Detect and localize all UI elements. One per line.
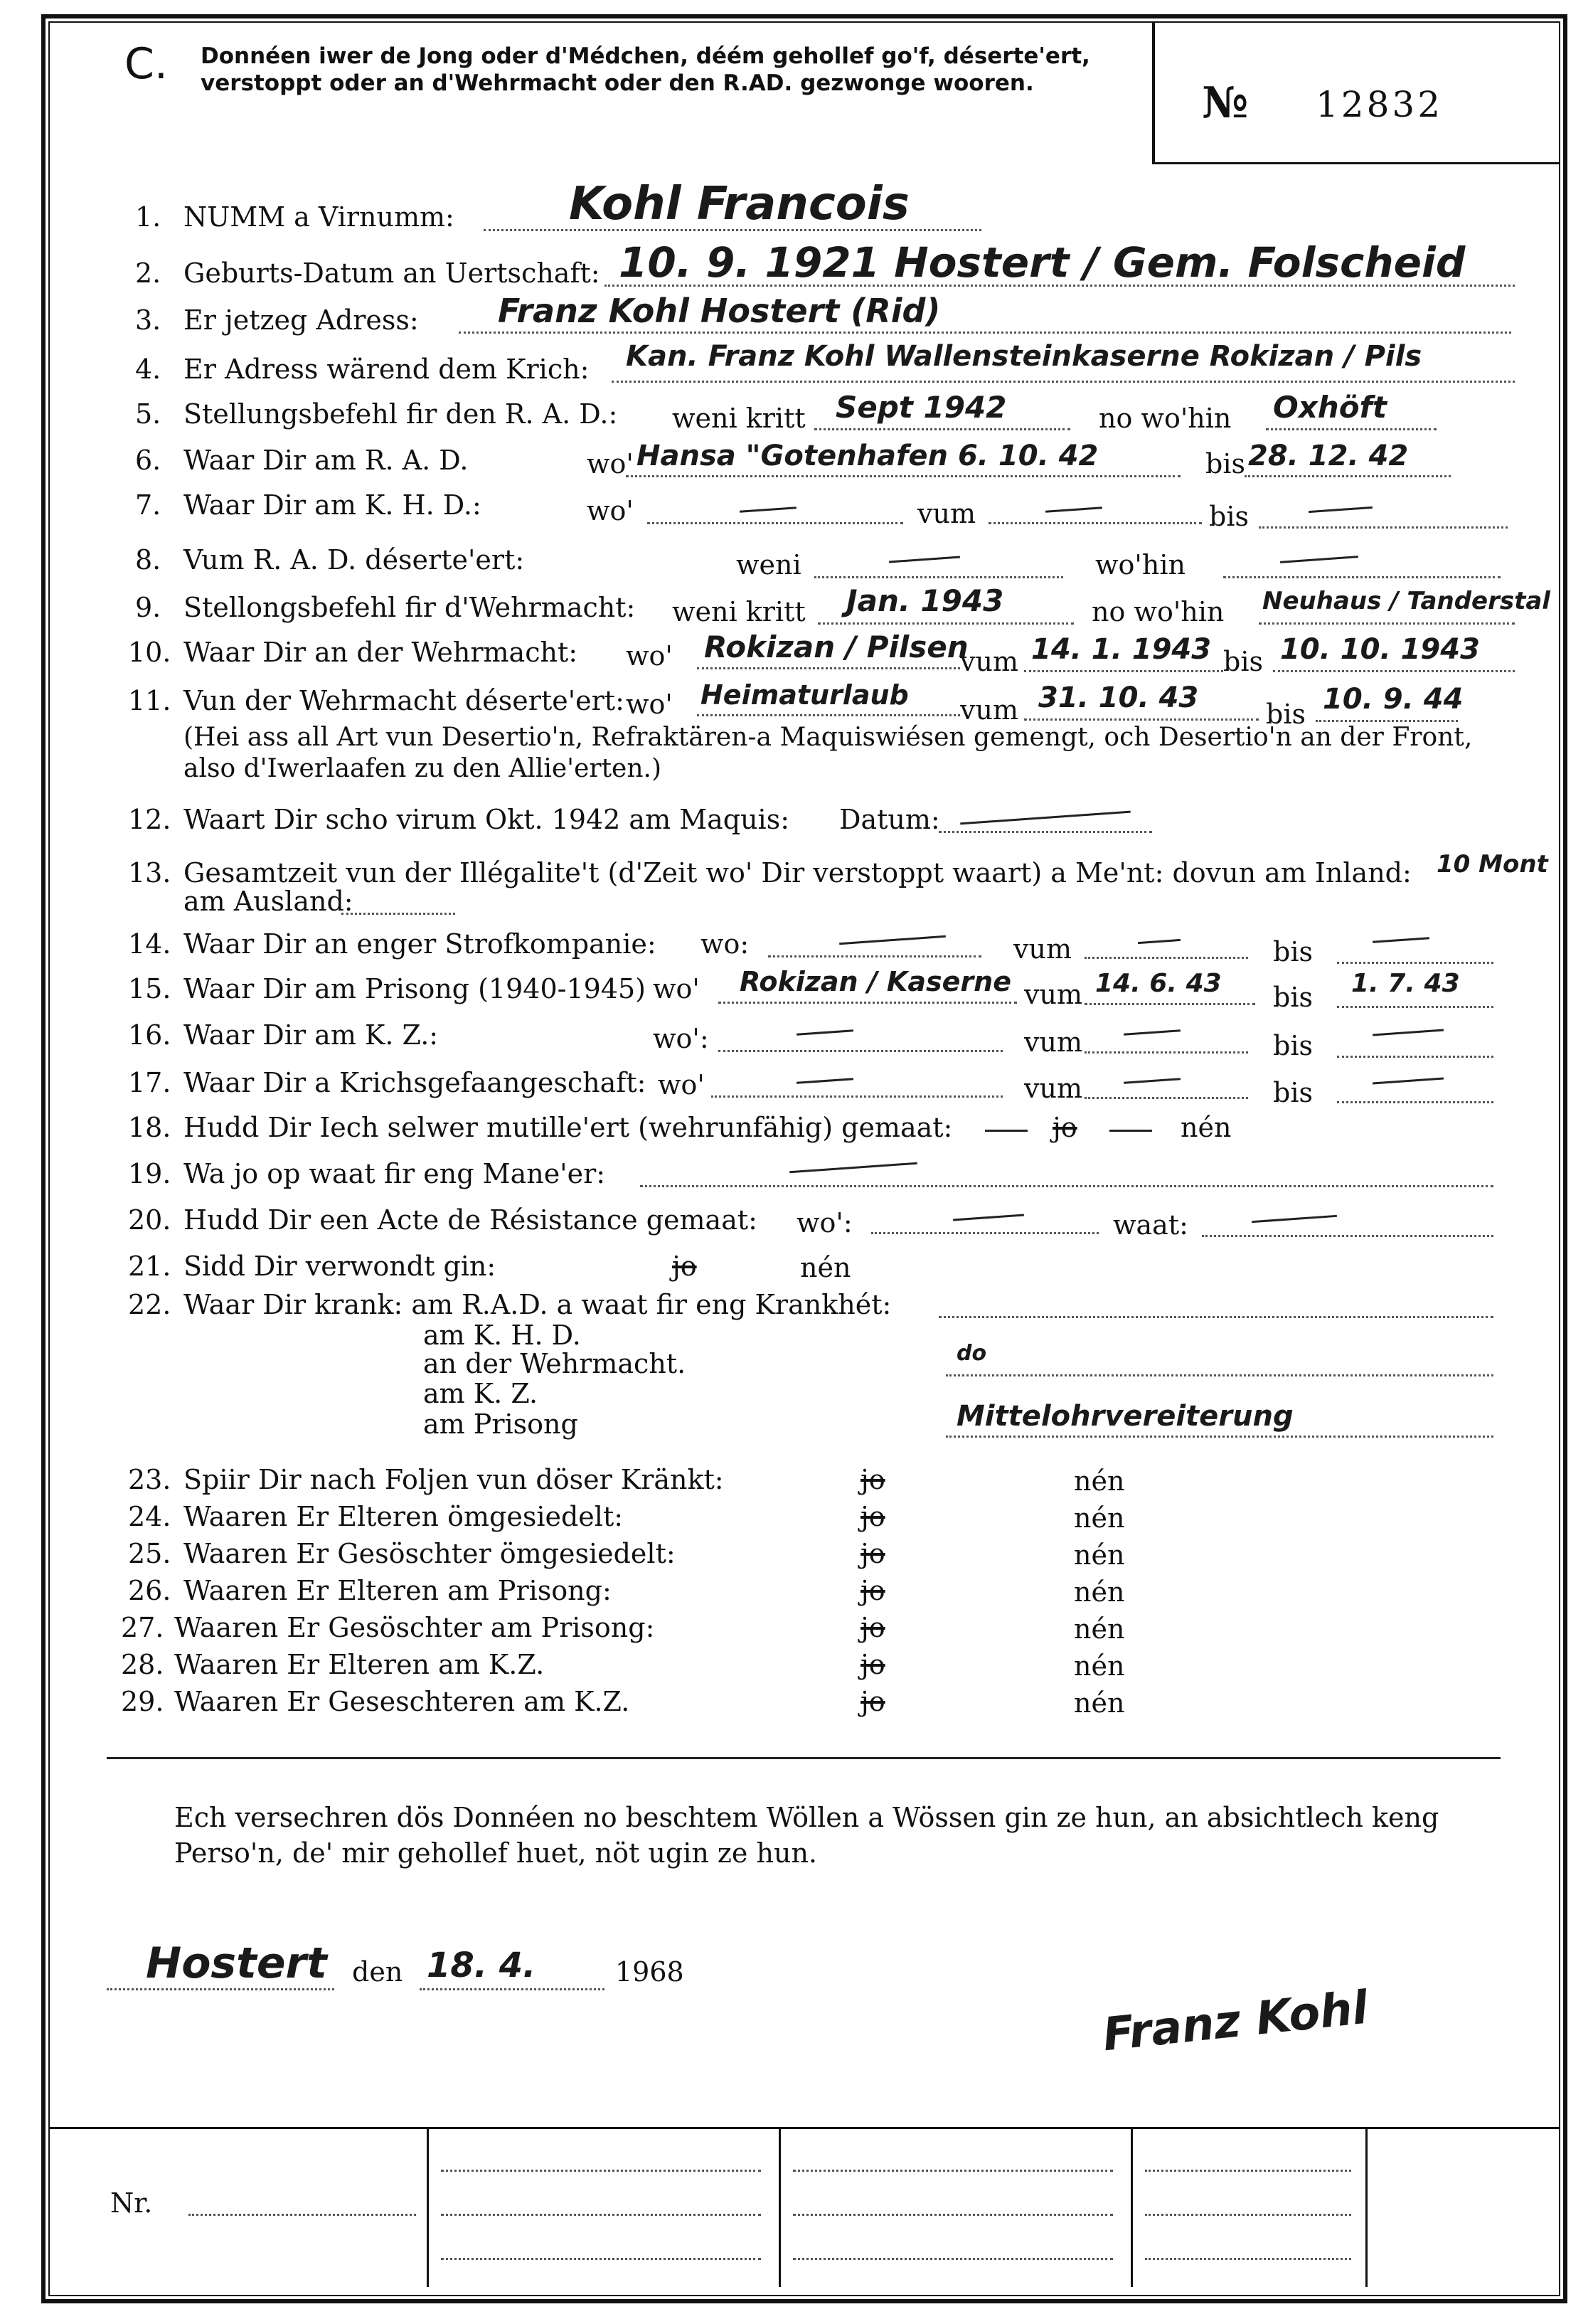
field-label: wo: — [700, 928, 750, 960]
signature-date: 18. 4. — [427, 1946, 536, 1985]
item-label: Waar Dir am Prisong (1940-1945) — [183, 973, 646, 1004]
field-label: vum — [1013, 933, 1072, 965]
section-divider — [107, 1757, 1501, 1759]
item-label: Vun der Wehrmacht déserte'ert: — [183, 685, 624, 716]
field-label: bis — [1273, 982, 1313, 1013]
item-number: 29. — [121, 1686, 164, 1717]
answer-rad-where: Hansa "Gotenhafen 6. 10. 42 — [636, 440, 1099, 472]
item-number: 20. — [128, 1204, 171, 1236]
option-no: nén — [1074, 1687, 1125, 1719]
item-label: Waaren Er Gesöschter ömgesiedelt: — [183, 1538, 676, 1569]
header-divider-bottom — [1152, 162, 1559, 164]
nr-label: Nr. — [110, 2187, 153, 2219]
item-number: 17. — [128, 1067, 171, 1098]
option-no: nén — [1074, 1502, 1125, 1534]
field-label: wo' — [626, 689, 673, 720]
answer-illness-prison: Mittelohrvereiterung — [957, 1400, 1294, 1433]
item-number: 4. — [135, 354, 161, 385]
option-no: nén — [800, 1252, 851, 1283]
item-number: 16. — [128, 1019, 171, 1051]
item-label: Waar Dir am R. A. D. — [183, 445, 469, 476]
signature-year: 1968 — [615, 1956, 684, 1988]
item-number: 14. — [128, 928, 171, 960]
item-label: Sidd Dir verwondt gin: — [183, 1251, 496, 1282]
item-label: NUMM a Virnumm: — [183, 201, 454, 233]
option-yes-struck: jo — [861, 1464, 885, 1495]
field-label: wo' — [658, 1069, 705, 1100]
answer-desert-where: Heimaturlaub — [700, 679, 909, 711]
item-number: 19. — [128, 1158, 171, 1189]
item-number: 11. — [128, 685, 171, 716]
field-label: wo' — [626, 640, 673, 672]
answer-wehrmacht-date: Jan. 1943 — [846, 583, 1004, 618]
field-label: wo' — [587, 448, 634, 479]
number-sign: № — [1202, 78, 1249, 128]
item-label: Geburts-Datum an Uertschaft: — [183, 258, 600, 289]
item-label: Waar Dir krank: am R.A.D. a waat fir eng Krankhét: — [183, 1289, 892, 1320]
sub-label: am K. H. D. — [423, 1320, 581, 1351]
item-number: 13. — [128, 857, 171, 888]
field-label: weni — [736, 549, 801, 580]
option-yes-struck: jo — [861, 1501, 885, 1532]
field-label: Datum: — [839, 804, 940, 835]
answer-illness-wehrmacht: do — [957, 1341, 987, 1366]
field-label: wo' — [587, 495, 634, 526]
item-label: Wa jo op waat fir eng Mane'er: — [183, 1158, 606, 1189]
field-label: weni kritt — [672, 596, 806, 627]
answer-wehrmacht-where: Rokizan / Pilsen — [704, 630, 969, 664]
item-number: 5. — [135, 398, 161, 430]
item-label: Waaren Er Elteren ömgesiedelt: — [183, 1501, 624, 1532]
answer-name: Kohl Francois — [569, 178, 910, 230]
item-label: Hudd Dir Iech selwer mutille'ert (wehrunfähig) gemaat: — [183, 1112, 953, 1143]
option-yes-struck: jo — [861, 1575, 885, 1606]
item-number: 1. — [135, 201, 161, 233]
answer-desert-from: 31. 10. 43 — [1038, 681, 1199, 714]
header-title: Donnéen iwer de Jong oder d'Médchen, déém gehollef go'f, déserte'ert, verstoppt oder an d'Wehrmacht oder den R.AD. gezwonge wooren. — [201, 43, 1090, 96]
option-no: nén — [1074, 1465, 1125, 1497]
item-label: Gesamtzeit vun der Illégalite't (d'Zeit wo' Dir verstoppt waart) a Me'nt: dovun am Inland: — [183, 857, 1412, 888]
field-label: am Ausland: — [183, 886, 353, 917]
item-label: Waar Dir an enger Strofkompanie: — [183, 928, 656, 960]
item-number: 23. — [128, 1464, 171, 1495]
answer-rad-until: 28. 12. 42 — [1248, 440, 1409, 472]
option-no: nén — [1181, 1112, 1232, 1143]
option-no: nén — [1074, 1576, 1125, 1608]
item-label: Stellungsbefehl fir den R. A. D.: — [183, 398, 618, 430]
signature-place: Hostert — [146, 1938, 327, 1988]
item-11-note: (Hei ass all Art vun Desertio'n, Refraktären-a Maquiswiésen gemengt, och Desertio'n an der Front, also d'Iwerlaafen zu den Allie'erten.) — [183, 723, 1473, 783]
field-label: bis — [1273, 1030, 1313, 1061]
item-label: Hudd Dir een Acte de Résistance gemaat: — [183, 1204, 757, 1236]
item-number: 10. — [128, 637, 171, 668]
item-number: 8. — [135, 544, 161, 575]
item-number: 26. — [128, 1575, 171, 1606]
field-label: vum — [960, 646, 1018, 677]
answer-rad-date: Sept 1942 — [836, 390, 1007, 425]
item-number: 22. — [128, 1289, 171, 1320]
option-no: nén — [1074, 1650, 1125, 1682]
field-label: vum — [960, 694, 1018, 726]
answer-prison-until: 1. 7. 43 — [1351, 969, 1460, 998]
sub-label: an der Wehrmacht. — [423, 1348, 686, 1379]
option-no: nén — [1074, 1539, 1125, 1571]
answer-prison-from: 14. 6. 43 — [1095, 969, 1222, 998]
item-label: Spiir Dir nach Foljen vun döser Kränkt: — [183, 1464, 724, 1495]
field-label: vum — [1024, 1026, 1082, 1058]
field-label: no wo'hin — [1099, 403, 1232, 434]
field-label: wo'hin — [1095, 549, 1186, 580]
office-use-table — [48, 2127, 1560, 2286]
field-label: wo': — [796, 1207, 853, 1238]
handwritten-signature: Franz Kohl — [1100, 1981, 1370, 2062]
item-number: 21. — [128, 1251, 171, 1282]
option-yes-struck: jo — [861, 1612, 885, 1643]
item-label: Waar Dir a Krichsgefaangeschaft: — [183, 1067, 646, 1098]
field-label: bis — [1273, 936, 1313, 967]
field-label: bis — [1209, 501, 1249, 532]
item-label: Er jetzeg Adress: — [183, 304, 419, 336]
item-number: 2. — [135, 258, 161, 289]
field-label: bis — [1266, 699, 1306, 730]
den-label: den — [352, 1956, 403, 1988]
form-number: 12832 — [1316, 84, 1444, 125]
answer-illegality: 10 Mont — [1437, 850, 1548, 879]
field-label: vum — [917, 498, 976, 529]
item-label: Waaren Er Gesöschter am Prisong: — [174, 1612, 655, 1643]
answer-prison-where: Rokizan / Kaserne — [740, 966, 1011, 997]
item-number: 7. — [135, 489, 161, 521]
option-yes-struck: jo — [861, 1686, 885, 1717]
answer-rad-place: Oxhöft — [1273, 390, 1387, 425]
item-label: Waar Dir am K. H. D.: — [183, 489, 481, 521]
item-number: 9. — [135, 592, 161, 623]
item-number: 25. — [128, 1538, 171, 1569]
item-label: Waart Dir scho virum Okt. 1942 am Maquis: — [183, 804, 790, 835]
item-label: Waaren Er Geseschteren am K.Z. — [174, 1686, 630, 1717]
field-label: wo' — [653, 973, 700, 1004]
header-divider — [1152, 21, 1155, 164]
item-number: 12. — [128, 804, 171, 835]
item-label: Waar Dir an der Wehrmacht: — [183, 637, 578, 668]
item-label: Waaren Er Elteren am Prisong: — [183, 1575, 612, 1606]
answer-desert-until: 10. 9. 44 — [1323, 683, 1464, 716]
item-number: 3. — [135, 304, 161, 336]
option-yes-struck: jo — [1053, 1112, 1077, 1143]
section-letter: C. — [124, 39, 168, 89]
field-label: bis — [1205, 448, 1245, 479]
answer-war-address: Kan. Franz Kohl Wallensteinkaserne Rokizan / Pils — [626, 340, 1422, 373]
item-number: 27. — [121, 1612, 164, 1643]
item-label: Waaren Er Elteren am K.Z. — [174, 1649, 545, 1680]
declaration-text: Ech versechren dös Donnéen no beschtem Wöllen a Wössen gin ze hun, an absichtlech keng Perso'n, de' mir gehollef huet, nöt ugin ze hun. — [174, 1802, 1439, 1869]
answer-wehrmacht-place: Neuhaus / Tanderstal — [1262, 587, 1550, 615]
field-label: vum — [1024, 979, 1082, 1010]
field-label: bis — [1273, 1077, 1313, 1108]
item-label: Stellongsbefehl fir d'Wehrmacht: — [183, 592, 636, 623]
sub-label: am Prisong — [423, 1408, 578, 1440]
field-label: vum — [1024, 1073, 1082, 1104]
field-label: no wo'hin — [1092, 596, 1225, 627]
item-number: 24. — [128, 1501, 171, 1532]
answer-address: Franz Kohl Hostert (Rid) — [498, 292, 941, 330]
option-yes-struck: jo — [861, 1538, 885, 1569]
answer-birth: 10. 9. 1921 Hostert / Gem. Folscheid — [619, 238, 1466, 287]
item-number: 18. — [128, 1112, 171, 1143]
answer-wehrmacht-from: 14. 1. 1943 — [1031, 633, 1212, 666]
field-label: wo': — [653, 1023, 709, 1054]
item-number: 28. — [121, 1649, 164, 1680]
item-number: 6. — [135, 445, 161, 476]
item-number: 15. — [128, 973, 171, 1004]
item-label: Waar Dir am K. Z.: — [183, 1019, 439, 1051]
field-label: waat: — [1113, 1209, 1188, 1241]
answer-wehrmacht-until: 10. 10. 1943 — [1280, 633, 1480, 666]
field-label: bis — [1223, 646, 1263, 677]
item-label: Er Adress wärend dem Krich: — [183, 354, 590, 385]
item-label: Vum R. A. D. déserte'ert: — [183, 544, 525, 575]
sub-label: am K. Z. — [423, 1378, 538, 1409]
option-yes-struck: jo — [672, 1251, 697, 1282]
option-yes-struck: jo — [861, 1649, 885, 1680]
field-label: weni kritt — [672, 403, 806, 434]
option-no: nén — [1074, 1613, 1125, 1645]
